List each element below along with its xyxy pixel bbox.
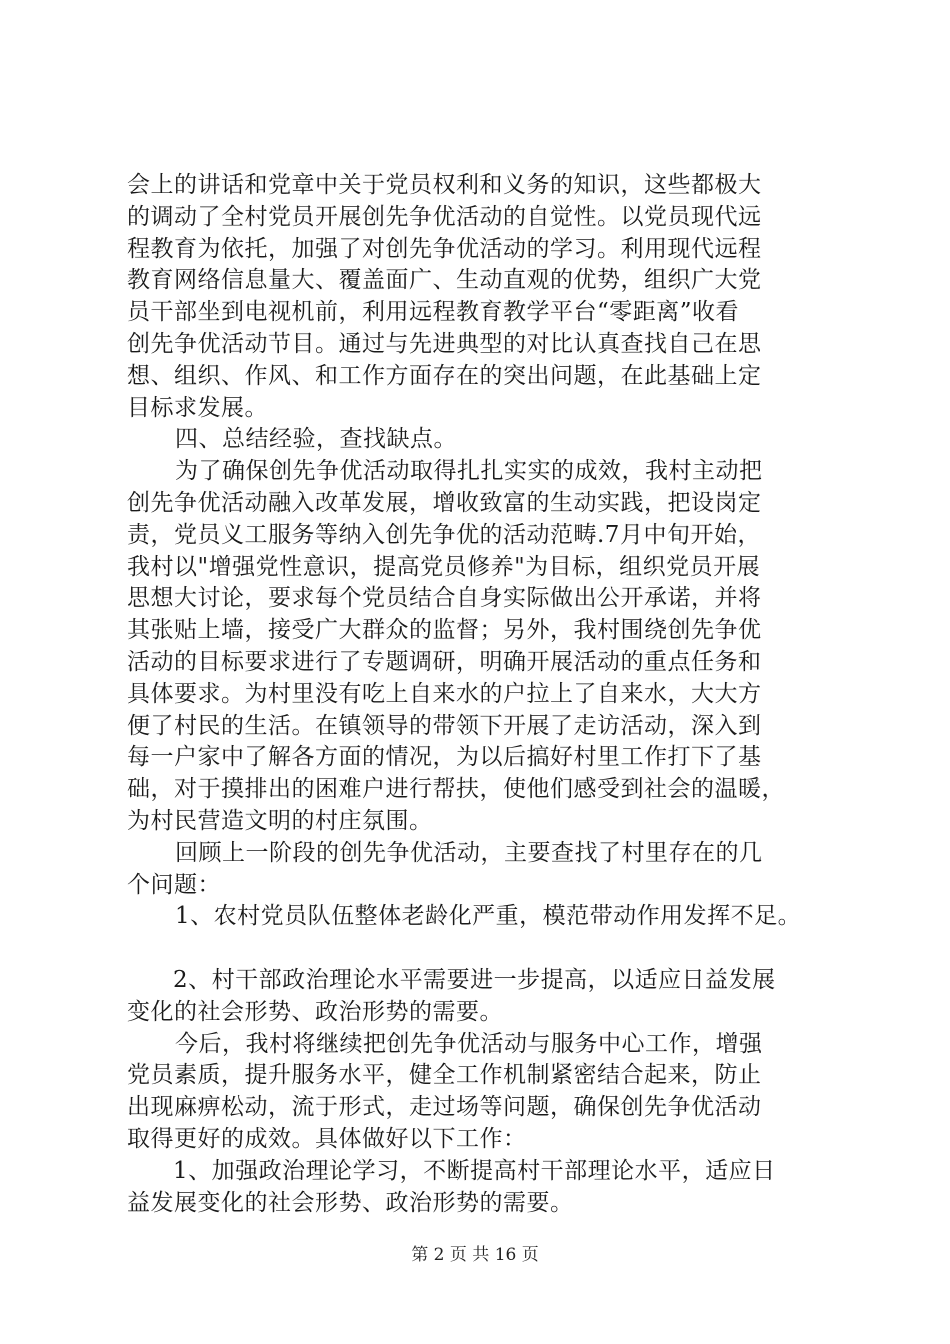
section-heading: 四、总结经验，查找缺点。 — [175, 426, 457, 453]
list-item: 2、村干部政治理论水平需要进一步提高，以适应日益发展 — [173, 966, 776, 993]
text-line: 会上的讲话和党章中关于党员权利和义务的知识，这些都极大 — [127, 172, 762, 198]
text-line: 责，党员义工服务等纳入创先争优的活动范畴.7月中旬开始， — [127, 521, 761, 548]
text-line: 变化的社会形势、政治形势的需要。 — [127, 998, 503, 1025]
text-line: 具体要求。为村里没有吃上自来水的户拉上了自来水，大大方 — [127, 680, 762, 707]
text-line: 员干部坐到电视机前，利用远程教育教学平台“零距离”收看 — [127, 299, 740, 326]
text-line: 创先争优活动融入改革发展，增收致富的生动实践，把设岗定 — [127, 489, 762, 516]
text-line: 的调动了全村党员开展创先争优活动的自觉性。以党员现代远 — [127, 203, 762, 230]
text-line: 础，对于摸排出的困难户进行帮扶，使他们感受到社会的温暖， — [127, 776, 785, 803]
text-line: 个问题： — [127, 871, 221, 898]
text-line: 为村民营造文明的村庄氛围。 — [127, 807, 433, 834]
text-line: 每一户家中了解各方面的情况，为以后搞好村里工作打下了基 — [127, 744, 762, 771]
list-item: 1、加强政治理论学习，不断提高村干部理论水平，适应日 — [173, 1157, 776, 1184]
text-line: 党员素质，提升服务水平，健全工作机制紧密结合起来，防止 — [127, 1062, 762, 1089]
text-line: 思想大讨论，要求每个党员结合自身实际做出公开承诺，并将 — [127, 585, 762, 612]
text-line: 我村以"增强党性意识，提高党员修养"为目标，组织党员开展 — [127, 553, 761, 580]
document-body — [127, 170, 847, 1219]
blank-line — [127, 933, 847, 965]
text-line: 取得更好的成效。具体做好以下工作： — [127, 1125, 527, 1152]
text-line: 回顾上一阶段的创先争优活动，主要查找了村里存在的几 — [175, 839, 763, 866]
text-line: 目标求发展。 — [127, 394, 268, 421]
text-line: 为了确保创先争优活动取得扎扎实实的成效，我村主动把 — [175, 458, 763, 485]
text-line: 出现麻痹松动，流于形式，走过场等问题，确保创先争优活动 — [127, 1094, 762, 1121]
text-line: 程教育为依托，加强了对创先争优活动的学习。利用现代远程 — [127, 235, 762, 262]
text-line: 今后，我村将继续把创先争优活动与服务中心工作，增强 — [175, 1030, 763, 1057]
text-line: 想、组织、作风、和工作方面存在的突出问题，在此基础上定 — [127, 362, 762, 389]
text-line: 活动的目标要求进行了专题调研，明确开展活动的重点任务和 — [127, 648, 762, 675]
list-item: 1、农村党员队伍整体老龄化严重，模范带动作用发挥不足。 — [175, 903, 802, 930]
page-number-footer: 第 2 页 共 16 页 — [411, 1245, 539, 1265]
text-line: 其张贴上墙，接受广大群众的监督；另外，我村围绕创先争优 — [127, 617, 762, 644]
text-line: 教育网络信息量大、覆盖面广、生动直观的优势，组织广大党 — [127, 267, 762, 294]
text-line: 创先争优活动节目。通过与先进典型的对比认真查找自己在思 — [127, 330, 762, 357]
text-line: 便了村民的生活。在镇领导的带领下开展了走访活动，深入到 — [127, 712, 762, 739]
text-line: 益发展变化的社会形势、政治形势的需要。 — [127, 1189, 574, 1216]
